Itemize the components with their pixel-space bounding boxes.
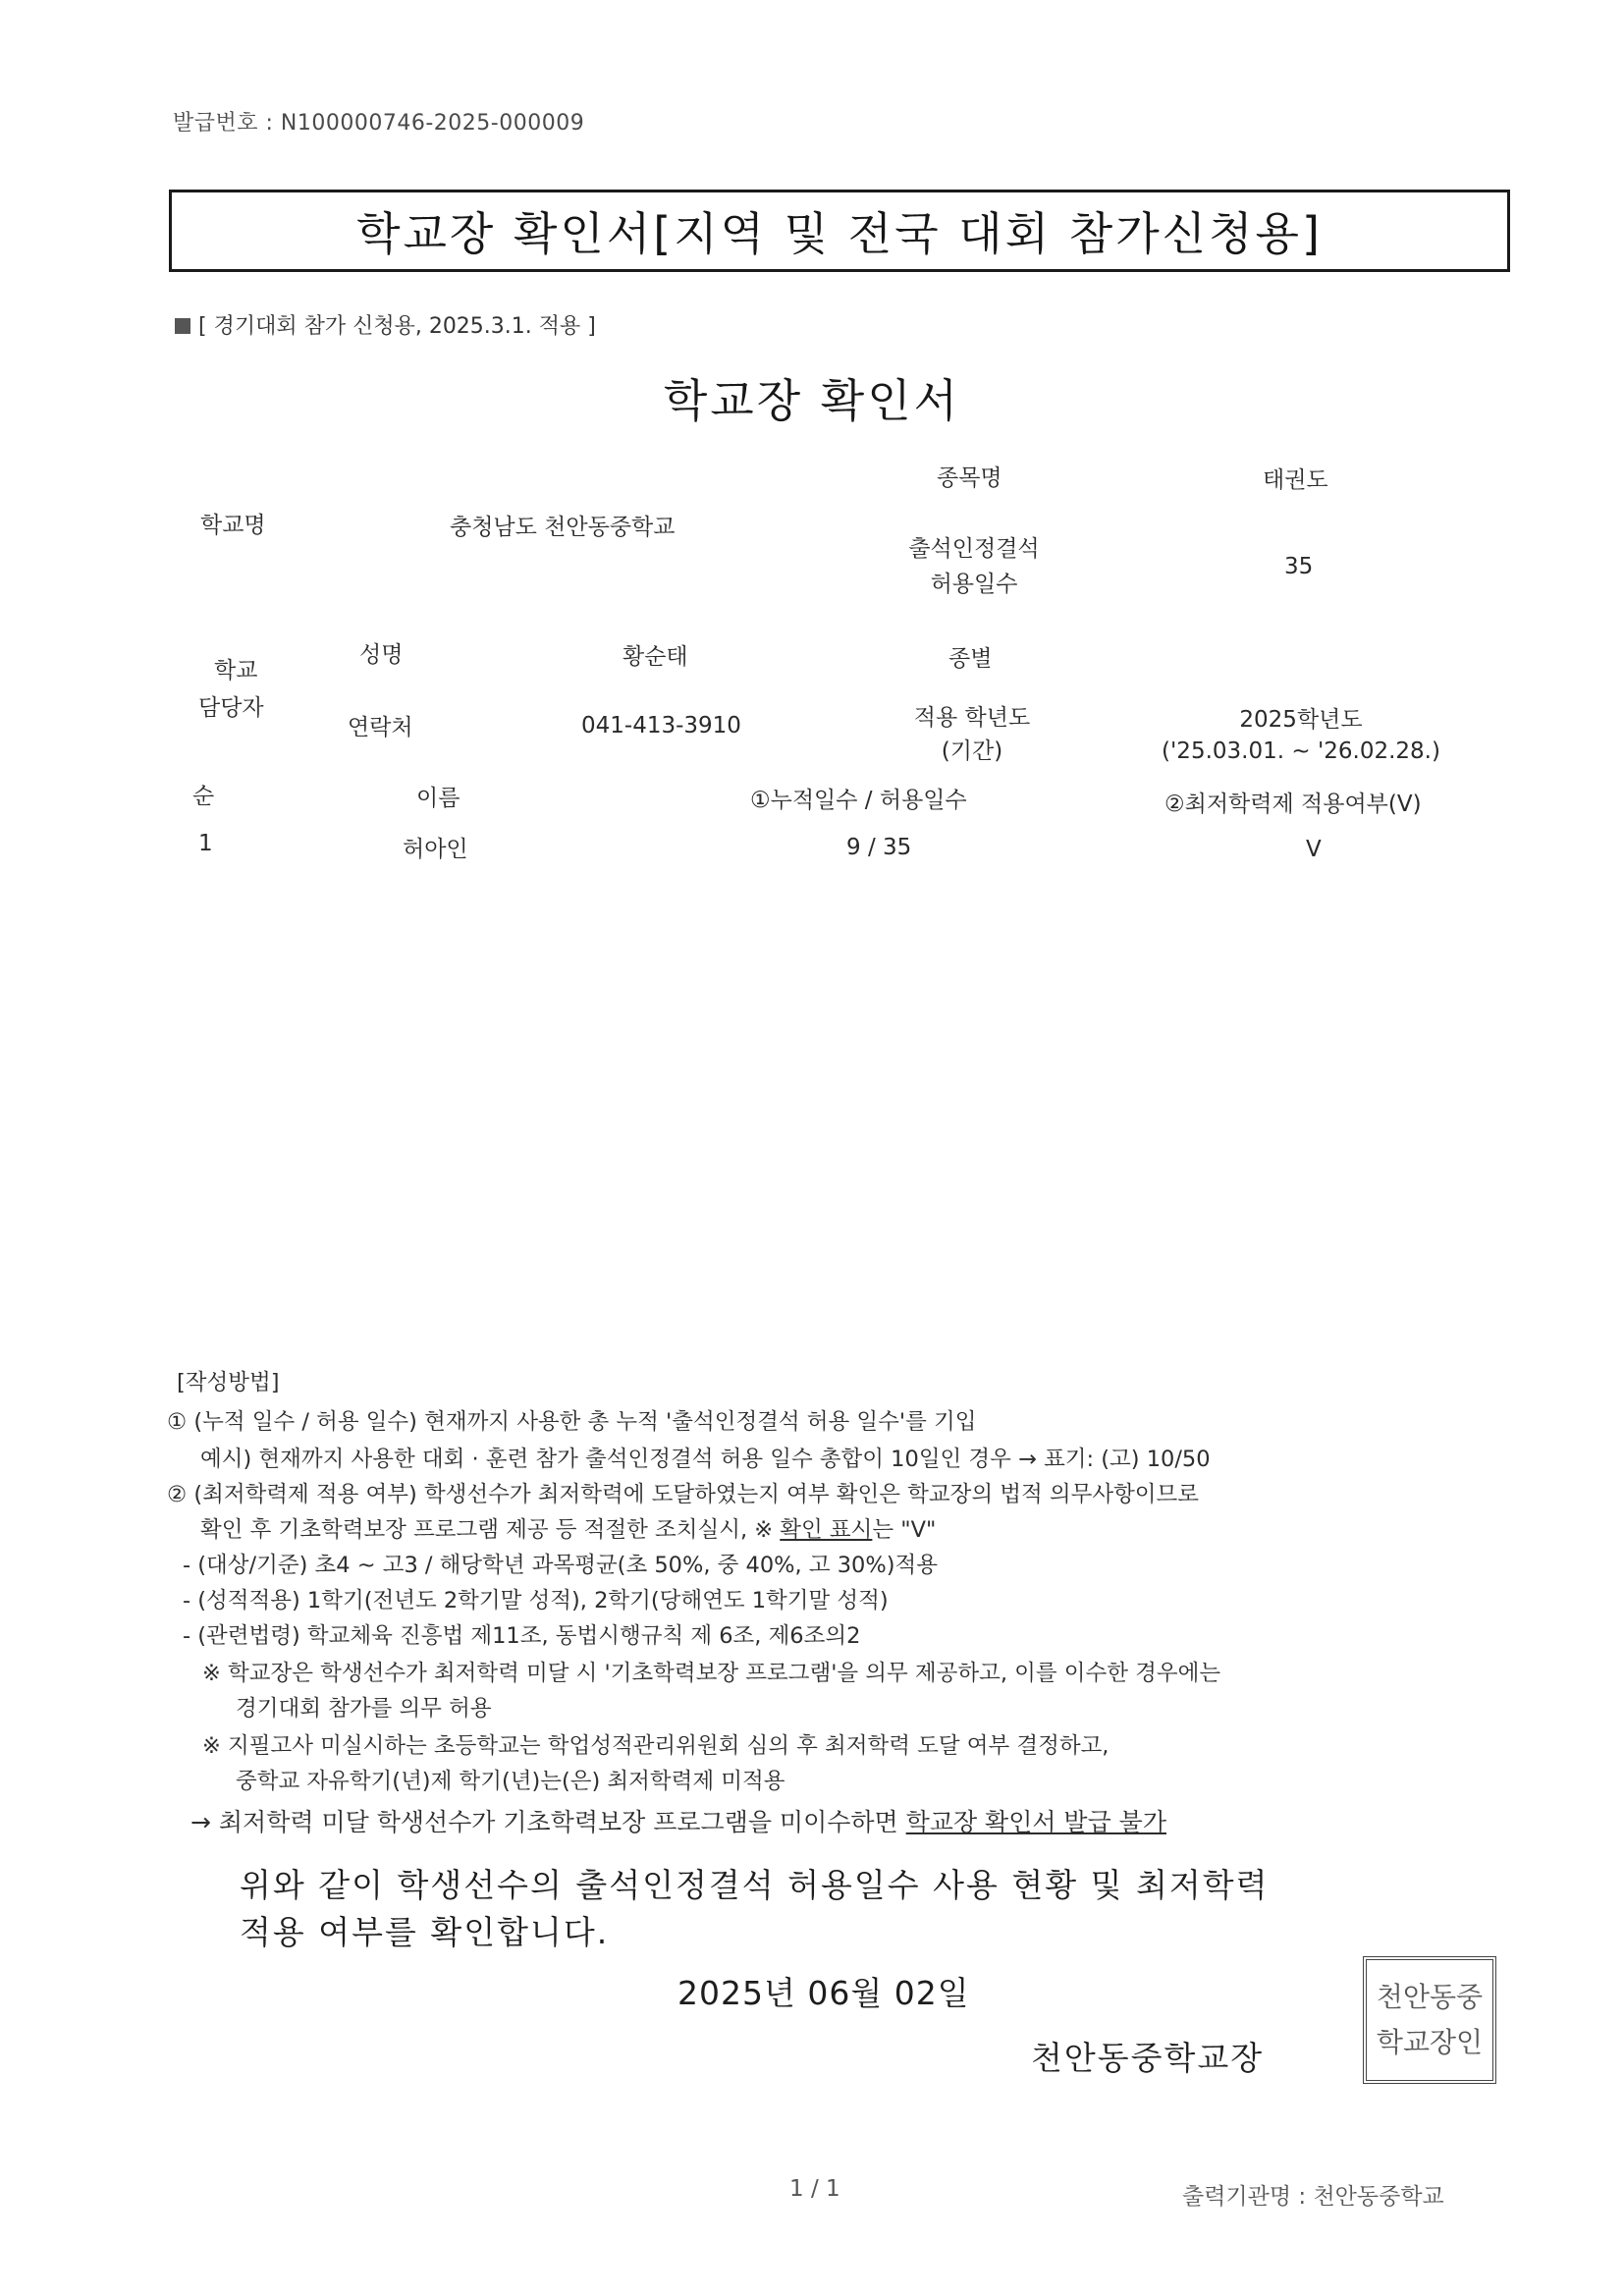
student-header-name: 이름 — [416, 786, 460, 811]
guide-line-10: ※ 지필고사 미실시하는 초등학교는 학업성적관리위원회 심의 후 최저학력 도달 여부 결정하고, — [202, 1733, 1110, 1759]
event-label: 종목명 — [937, 465, 1002, 491]
basis-note-text: [ 경기대회 참가 신청용, 2025.3.1. 적용 ] — [198, 314, 596, 339]
issue-date: 2025년 06월 02일 — [677, 1974, 970, 2012]
guide-line-3: ② (최저학력제 적용 여부) 학생선수가 최저학력에 도달하였는지 여부 확인은 학교장의 법적 의무사항이므로 — [167, 1482, 1200, 1507]
contact-label: 연락처 — [348, 715, 413, 740]
year-label-line2: (기간) — [941, 738, 1003, 764]
guide-line-11: 중학교 자유학기(년)제 학기(년)는(은) 최저학력제 미적용 — [236, 1769, 785, 1794]
year-label-line1: 적용 학년도 — [913, 705, 1031, 731]
principal-name: 천안동중학교장 — [1031, 2039, 1265, 2077]
year-value-line2: ('25.03.01. ~ '26.02.28.) — [1162, 738, 1440, 764]
issue-number: 발급번호 : N100000746-2025-000009 — [173, 111, 585, 136]
seal-line-1: 천안동중 — [1376, 1981, 1484, 2013]
event-value: 태권도 — [1263, 467, 1328, 493]
document-title: 학교장 확인서[지역 및 전국 대회 참가신청용] — [356, 207, 1323, 260]
school-name-value: 충청남도 천안동중학교 — [450, 515, 676, 540]
student-header-no: 순 — [192, 784, 215, 809]
year-value-line1: 2025학년도 — [1239, 707, 1363, 733]
guide-line-6: - (성적적용) 1학기(전년도 2학기말 성적), 2학기(당해연도 1학기말 성적) — [183, 1588, 889, 1613]
seal-line-2: 학교장인 — [1376, 2026, 1484, 2058]
manager-name-label: 성명 — [359, 642, 404, 668]
guide-line-8: ※ 학교장은 학생선수가 최저학력 미달 시 '기초학력보장 프로그램'을 의무 제공하고, 이를 이수한 경우에는 — [202, 1661, 1221, 1686]
manager-name-value: 황순태 — [623, 644, 688, 670]
issue-not-allowed-text: 학교장 확인서 발급 불가 — [905, 1808, 1166, 1836]
issuer-name: 출력기관명 : 천안동중학교 — [1182, 2184, 1444, 2210]
student-row-name: 허아인 — [403, 837, 468, 862]
guide-line-1: ① (누적 일수 / 허용 일수) 현재까지 사용한 총 누적 '출석인정결석 허용 일수'를 기입 — [167, 1409, 977, 1435]
manager-label-line1: 학교 — [214, 658, 258, 683]
declaration-line-2: 적용 여부를 확인합니다. — [240, 1913, 610, 1951]
guide-line-4 — [200, 1512, 936, 1544]
guide-line-12 — [190, 1803, 1166, 1838]
student-header-min-academic: ②최저학력제 적용여부(V) — [1164, 792, 1422, 817]
guide-line-7: - (관련법령) 학교체육 진흥법 제11조, 동법시행규칙 제 6조, 제6조의2 — [183, 1623, 861, 1649]
allowed-days-value: 35 — [1284, 554, 1314, 579]
student-row-no: 1 — [198, 831, 213, 856]
school-seal — [1363, 1956, 1496, 2084]
student-row-days: 9 / 35 — [846, 835, 912, 860]
basis-note — [175, 309, 596, 340]
allowed-days-label-line1: 출석인정결석 — [908, 536, 1040, 562]
guide-line-2: 예시) 현재까지 사용한 대회 · 훈련 참가 출석인정결석 허용 일수 총합이 10일인 경우 → 표기: (고) 10/50 — [200, 1447, 1211, 1472]
confirm-mark-text: 확인 표시 — [780, 1517, 873, 1543]
guide-line-4-tail: 는 "V" — [872, 1517, 937, 1543]
guide-line-5: - (대상/기준) 초4 ~ 고3 / 해당학년 과목평균(초 50%, 중 40%, 고 30%)적용 — [183, 1553, 938, 1578]
page-number: 1 / 1 — [789, 2176, 840, 2202]
square-bullet-icon — [175, 318, 190, 334]
guide-heading: [작성방법] — [177, 1370, 280, 1395]
guide-line-12-text: → 최저학력 미달 학생선수가 기초학력보장 프로그램을 미이수하면 — [190, 1808, 906, 1836]
student-header-days: ①누적일수 / 허용일수 — [750, 788, 967, 813]
category-label: 종별 — [948, 646, 993, 672]
document-title-box — [169, 190, 1510, 272]
guide-line-4-text: 확인 후 기초학력보장 프로그램 제공 등 적절한 조치실시, ※ — [200, 1517, 781, 1543]
page-subtitle: 학교장 확인서 — [663, 374, 961, 427]
student-row-min-academic: V — [1306, 837, 1322, 862]
guide-line-9: 경기대회 참가를 의무 허용 — [236, 1696, 492, 1722]
school-name-label: 학교명 — [200, 513, 266, 538]
manager-label-line2: 담당자 — [198, 695, 264, 721]
contact-value: 041-413-3910 — [581, 713, 741, 738]
declaration-line-1: 위와 같이 학생선수의 출석인정결석 허용일수 사용 현황 및 최저학력 — [240, 1866, 1270, 1904]
allowed-days-label-line2: 허용일수 — [930, 572, 1018, 597]
